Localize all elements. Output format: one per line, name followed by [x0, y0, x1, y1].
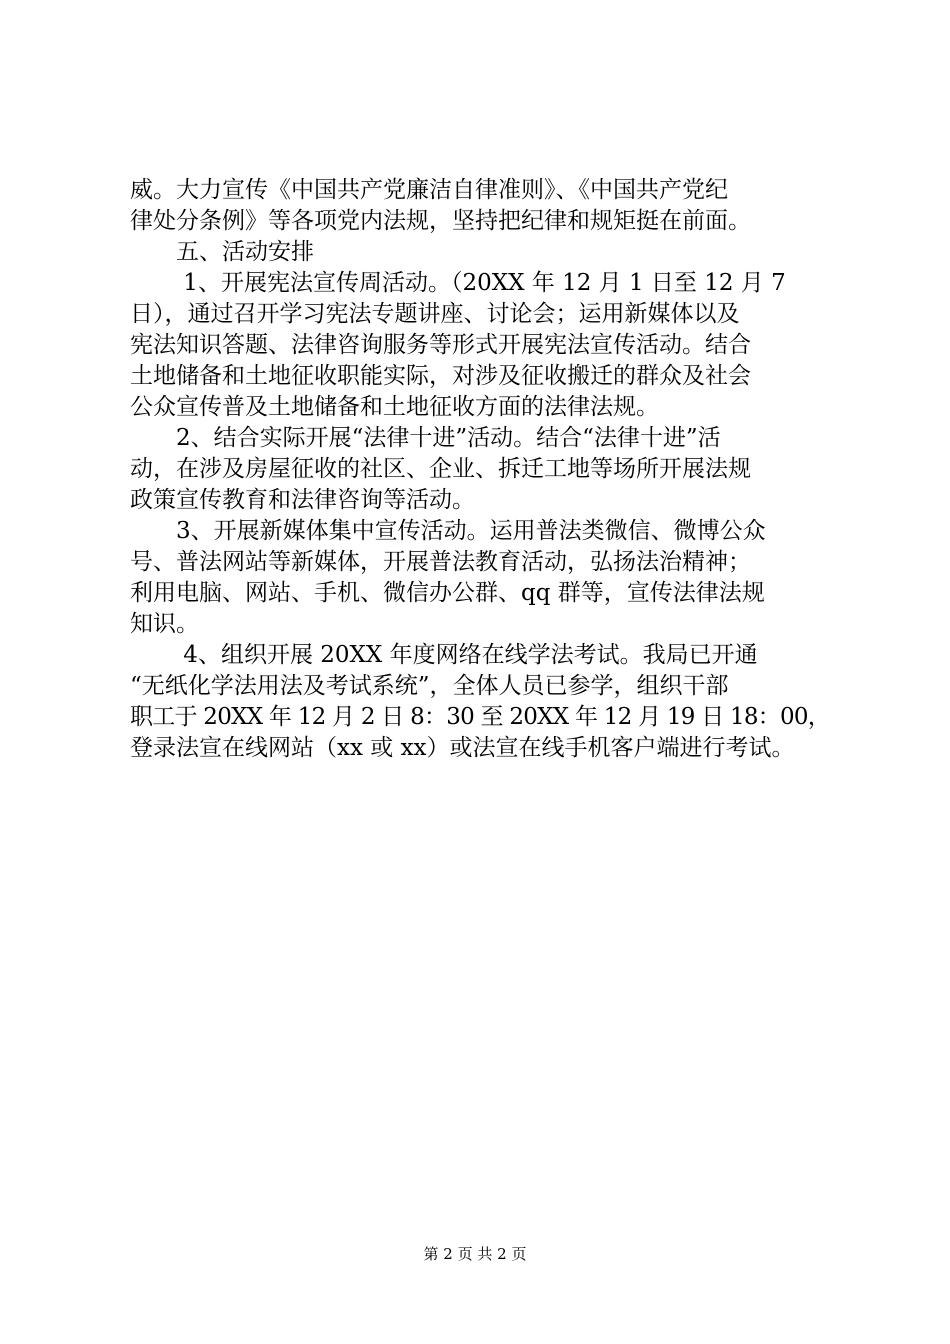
text-line: 职工于 20XX 年 12 月 2 日 8：30 至 20XX 年 12 月 19 日 18：00，: [130, 704, 831, 730]
text-line: 1、开展宪法宣传周活动。（20XX 年 12 月 1 日至 12 月 7: [130, 270, 786, 296]
document-body: [130, 175, 830, 764]
text-line: 4、组织开展 20XX 年度网络在线学法考试。我局已开通: [130, 642, 758, 668]
text-line: 日），通过召开学习宪法专题讲座、讨论会；运用新媒体以及: [130, 301, 740, 327]
text-line: 律处分条例》等各项党内法规，坚持把纪律和规矩挺在前面。: [130, 208, 751, 234]
page-number-footer: 第 2 页 共 2 页: [423, 1245, 527, 1263]
text-line: 号、普法网站等新媒体，开展普法教育活动，弘扬法治精神；: [130, 549, 751, 575]
text-line: 登录法宣在线网站（xx 或 xx）或法宣在线手机客户端进行考试。: [130, 735, 795, 761]
text-line: 动，在涉及房屋征收的社区、企业、拆迁工地等场所开展法规: [130, 456, 751, 482]
text-line: 3、开展新媒体集中宣传活动。运用普法类微信、微博公众: [130, 518, 766, 544]
text-line: 公众宣传普及土地储备和土地征收方面的法律法规。: [130, 394, 659, 420]
text-line: 宪法知识答题、法律咨询服务等形式开展宪法宣传活动。结合: [130, 332, 751, 358]
text-line: 威。大力宣传《中国共产党廉洁自律准则》、《中国共产党纪: [130, 177, 728, 203]
text-line: 知识。: [130, 611, 199, 637]
text-line: 利用电脑、网站、手机、微信办公群、qq 群等，宣传法律法规: [130, 580, 765, 606]
text-line: 土地储备和土地征收职能实际，对涉及征收搬迁的群众及社会: [130, 363, 751, 389]
section-heading: 五、活动安排: [130, 239, 314, 265]
text-line: “无纸化学法用法及考试系统”，全体人员已参学，组织干部: [130, 673, 729, 699]
text-line: 政策宣传教育和法律咨询等活动。: [130, 487, 475, 513]
text-line: 2、结合实际开展“法律十进”活动。结合“法律十进”活: [130, 425, 721, 451]
